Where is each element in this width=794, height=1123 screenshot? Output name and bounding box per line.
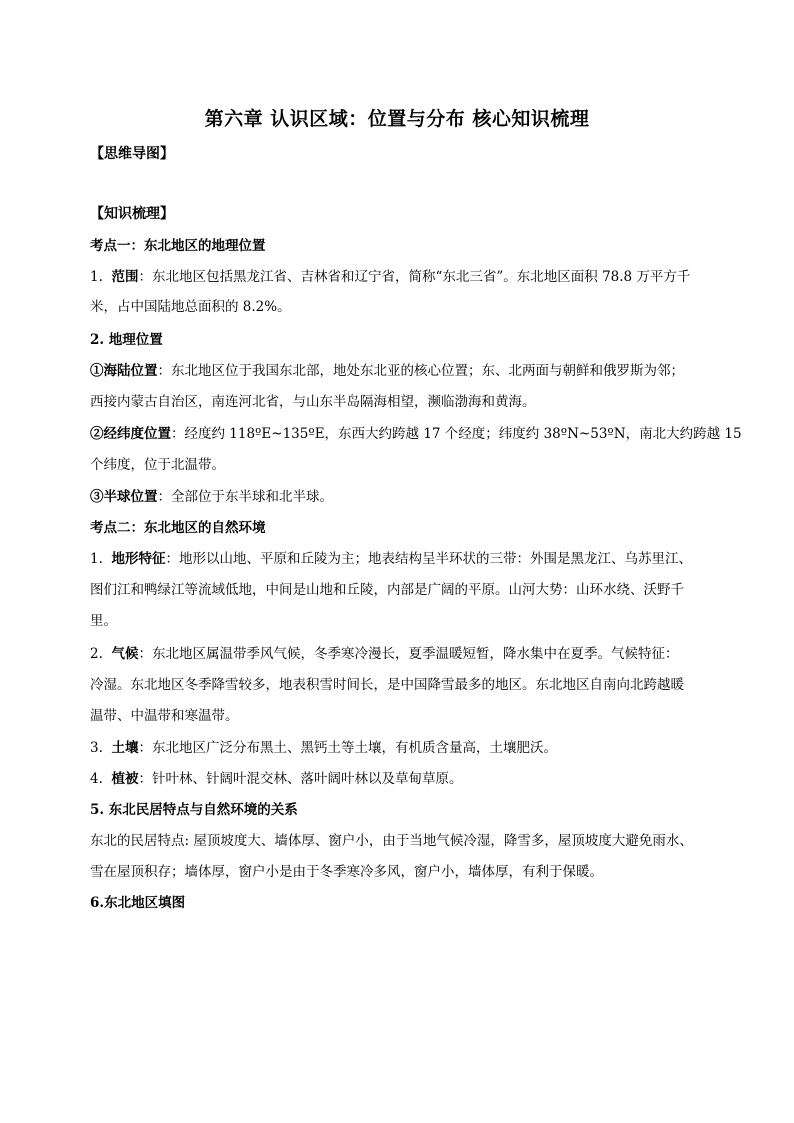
item-text: ：东北地区属温带季风气候，冬季寒冷漫长，夏季温暖短暂，降水集中在夏季。气候特征：	[138, 646, 679, 662]
point2-item5-line1: 东北的民居特点: 屋顶坡度大、墙体厚、窗户小，由于当地气候冷湿，降雪多，屋顶坡度大避免雨水、	[90, 833, 693, 849]
item-label: 范围	[111, 269, 139, 285]
point2-item5-line2: 雪在屋顶积存；墙体厚，窗户小是由于冬季寒冷多风，窗户小，墙体厚，有利于保暖。	[90, 864, 603, 880]
point1-sub2-line2: 个纬度，位于北温带。	[90, 457, 225, 473]
point1-sub1-line2: 西接内蒙古自治区，南连河北省，与山东半岛隔海相望，濒临渤海和黄海。	[90, 394, 536, 410]
mindmap-heading: 【思维导图】	[90, 146, 174, 162]
item-number: 2.	[90, 646, 103, 662]
point1-sub2-line1	[90, 425, 742, 443]
item-number: 4.	[90, 771, 103, 787]
knowledge-heading: 【知识梳理】	[90, 206, 174, 222]
item-text: ：东北地区广泛分布黑土、黑钙土等土壤，有机质含量高，土壤肥沃。	[138, 740, 557, 756]
sub-text: ：全部位于东半球和北半球。	[157, 489, 333, 505]
point2-heading: 考点二：东北地区的自然环境	[90, 520, 266, 536]
point2-item6-heading: 6.东北地区填图	[90, 895, 186, 911]
point1-item1-line1	[90, 268, 720, 286]
sub-text: ：东北地区位于我国东北部，地处东北亚的核心位置；东、北两面与朝鲜和俄罗斯为邻；	[157, 363, 684, 379]
sub-label: ②经纬度位置	[90, 426, 171, 442]
point2-item4-line	[90, 770, 720, 788]
item-number: 1.	[90, 269, 103, 285]
item-text: ：地形以山地、平原和丘陵为主；地表结构呈半环状的三带：外围是黑龙江、乌苏里江、	[165, 551, 692, 567]
item-number: 3.	[90, 740, 103, 756]
sub-text: ：经度约 118ºE~135ºE，东西大约跨越 17 个经度；纬度约 38ºN~53ºN，南北大约跨越 15	[171, 426, 742, 442]
item-label: 地形特征	[111, 551, 166, 567]
item-label: 气候	[111, 646, 139, 662]
point1-heading: 考点一：东北地区的地理位置	[90, 238, 266, 254]
point1-sub1-line1	[90, 362, 720, 380]
page-title: 第六章 认识区域：位置与分布 核心知识梳理	[204, 108, 590, 130]
point1-sub3-line	[90, 488, 720, 506]
item-label: 植被	[111, 771, 139, 787]
point1-item2-heading: 2. 地理位置	[90, 332, 163, 348]
point2-item5-heading: 5. 东北民居特点与自然环境的关系	[90, 802, 298, 818]
point1-item1-line2: 米，占中国陆地总面积的 8.2%。	[90, 299, 291, 315]
sub-label: ③半球位置	[90, 489, 158, 505]
point2-item2-line1	[90, 645, 720, 663]
item-text: ：针叶林、针阔叶混交林、落叶阔叶林以及草甸草原。	[138, 771, 463, 787]
point2-item2-line2: 冷湿。东北地区冬季降雪较多，地表积雪时间长，是中国降雪最多的地区。东北地区自南向北跨越暖	[90, 677, 684, 693]
sub-label: ①海陆位置	[90, 363, 158, 379]
item-label: 土壤	[111, 740, 139, 756]
point2-item1-line2: 图们江和鸭绿江等流域低地，中间是山地和丘陵，内部是广阔的平原。山河大势：山环水绕、沃野千	[90, 582, 684, 598]
point2-item1-line1	[90, 550, 720, 568]
item-text: ：东北地区包括黑龙江省、吉林省和辽宁省，简称“东北三省”。东北地区面积 78.8 万平方千	[138, 269, 691, 285]
point2-item2-line3: 温带、中温带和寒温带。	[90, 708, 239, 724]
item-number: 1.	[90, 551, 103, 567]
point2-item3-line	[90, 739, 720, 757]
point2-item1-line3: 里。	[90, 613, 117, 629]
